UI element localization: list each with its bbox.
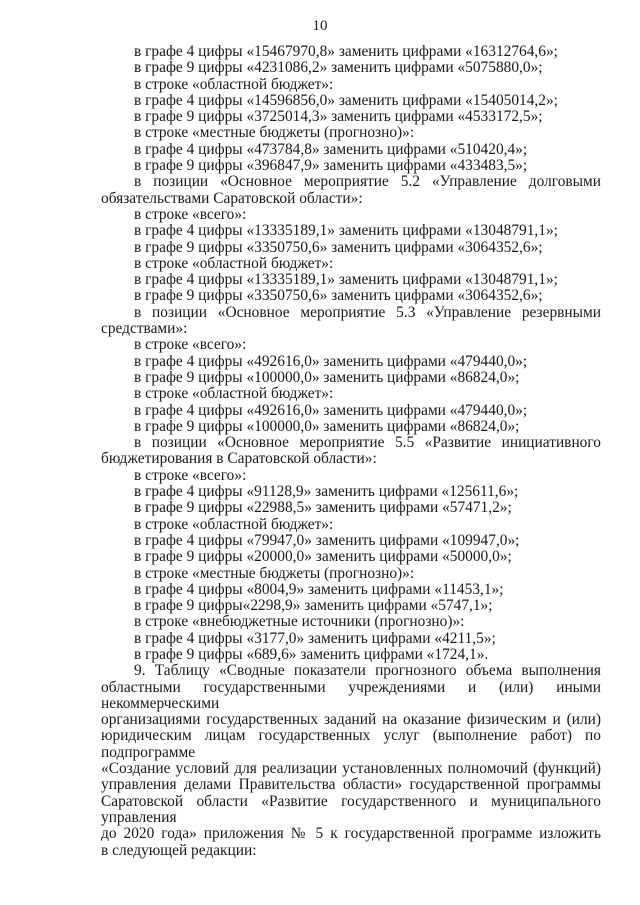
text-line: в графе 9 цифры«2298,9» заменить цифрами «5747,1»; [134,597,493,615]
text-line: в графе 9 цифры «3350750,6» заменить цифрами «3064352,6»; [134,238,543,256]
text-line: в графе 9 цифры «3725014,3» заменить цифрами «4533172,5»; [134,108,543,126]
text-line: областными государственными учреждениями и (или) иными некоммерческими [101,678,601,712]
text-line: в строке «областной бюджет»: [134,515,334,533]
text-line: в графе 4 цифры «8004,9» заменить цифрами «11453,1»; [134,580,504,598]
text-line: «Создание условий для реализации установленных полномочий (функций) [101,760,601,778]
text-line: в строке «местные бюджеты (прогнозно)»: [134,564,415,582]
text-line: в графе 9 цифры «689,6» заменить цифрами «1724,1». [134,645,489,663]
text-line: в графе 4 цифры «15467970,8» заменить цифрами «16312764,6»; [134,43,558,60]
text-line: в следующей редакции: [101,841,257,859]
text-line: в строке «областной бюджет»: [134,254,334,272]
text-line: управления делами Правительства области» государственной программы [101,776,601,794]
text-line: в позиции «Основное мероприятие 5.5 «Развитие инициативного [134,434,601,452]
text-line: организациями государственных заданий на оказание физическим и (или) [101,711,601,729]
text-line: в графе 9 цифры «396847,9» заменить цифрами «433483,5»; [134,157,528,175]
text-line: в графе 9 цифры «22988,5» заменить цифрами «57471,2»; [134,499,512,517]
page-number: 10 [312,18,328,34]
text-line: Саратовской области «Развитие государственного и муниципального управления [101,792,601,826]
text-line: 9. Таблицу «Сводные показатели прогнозного объема выполнения [134,662,601,680]
text-line: в графе 4 цифры «473784,8» заменить цифрами «510420,4»; [134,140,528,158]
text-line: в строке «областной бюджет»: [134,385,334,403]
text-line: в графе 4 цифры «79947,0» заменить цифрами «109947,0»; [134,531,520,549]
text-line: в строке «областной бюджет»: [134,75,334,93]
text-line: в позиции «Основное мероприятие 5.2 «Управление долговыми [134,173,601,191]
text-line: в графе 9 цифры «100000,0» заменить цифрами «86824,0»; [134,417,520,435]
text-line: в строке «всего»: [134,466,247,484]
text-line: в графе 9 цифры «20000,0» заменить цифрами «50000,0»; [134,548,512,566]
text-line: в графе 9 цифры «4231086,2» заменить цифрами «5075880,0»; [134,59,543,77]
text-line: в графе 4 цифры «492616,0» заменить цифрами «479440,0»; [134,401,528,419]
text-line: в графе 4 цифры «91128,9» заменить цифрами «125611,6»; [134,483,519,501]
text-line: бюджетирования в Саратовской области»: [101,450,377,468]
text-line: обязательствами Саратовской области»: [101,189,363,207]
text-line: юридическим лицам государственных услуг (выполнение работ) по подпрограмме [101,727,601,761]
text-line: в графе 9 цифры «100000,0» заменить цифрами «86824,0»; [134,368,520,386]
text-line: в строке «внебюджетные источники (прогнозно)»: [134,613,465,631]
text-line: средствами»: [101,320,188,338]
document-body [101,44,601,859]
text-line: в строке «всего»: [134,336,247,354]
text-line: в графе 4 цифры «3177,0» заменить цифрами «4211,5»; [134,629,496,647]
text-line: в графе 4 цифры «492616,0» заменить цифрами «479440,0»; [134,352,528,370]
text-line: до 2020 года» приложения № 5 к государственной программе изложить [101,825,601,843]
text-line: в строке «местные бюджеты (прогнозно)»: [134,124,415,142]
text-line: в графе 4 цифры «13335189,1» заменить цифрами «13048791,1»; [134,222,558,240]
text-line: в позиции «Основное мероприятие 5.3 «Управление резервными [134,303,601,321]
text-line: в графе 4 цифры «14596856,0» заменить цифрами «15405014,2»; [134,91,558,109]
text-line: в графе 9 цифры «3350750,6» заменить цифрами «3064352,6»; [134,287,543,305]
text-line: в графе 4 цифры «13335189,1» заменить цифрами «13048791,1»; [134,271,558,289]
text-line: в строке «всего»: [134,205,247,223]
